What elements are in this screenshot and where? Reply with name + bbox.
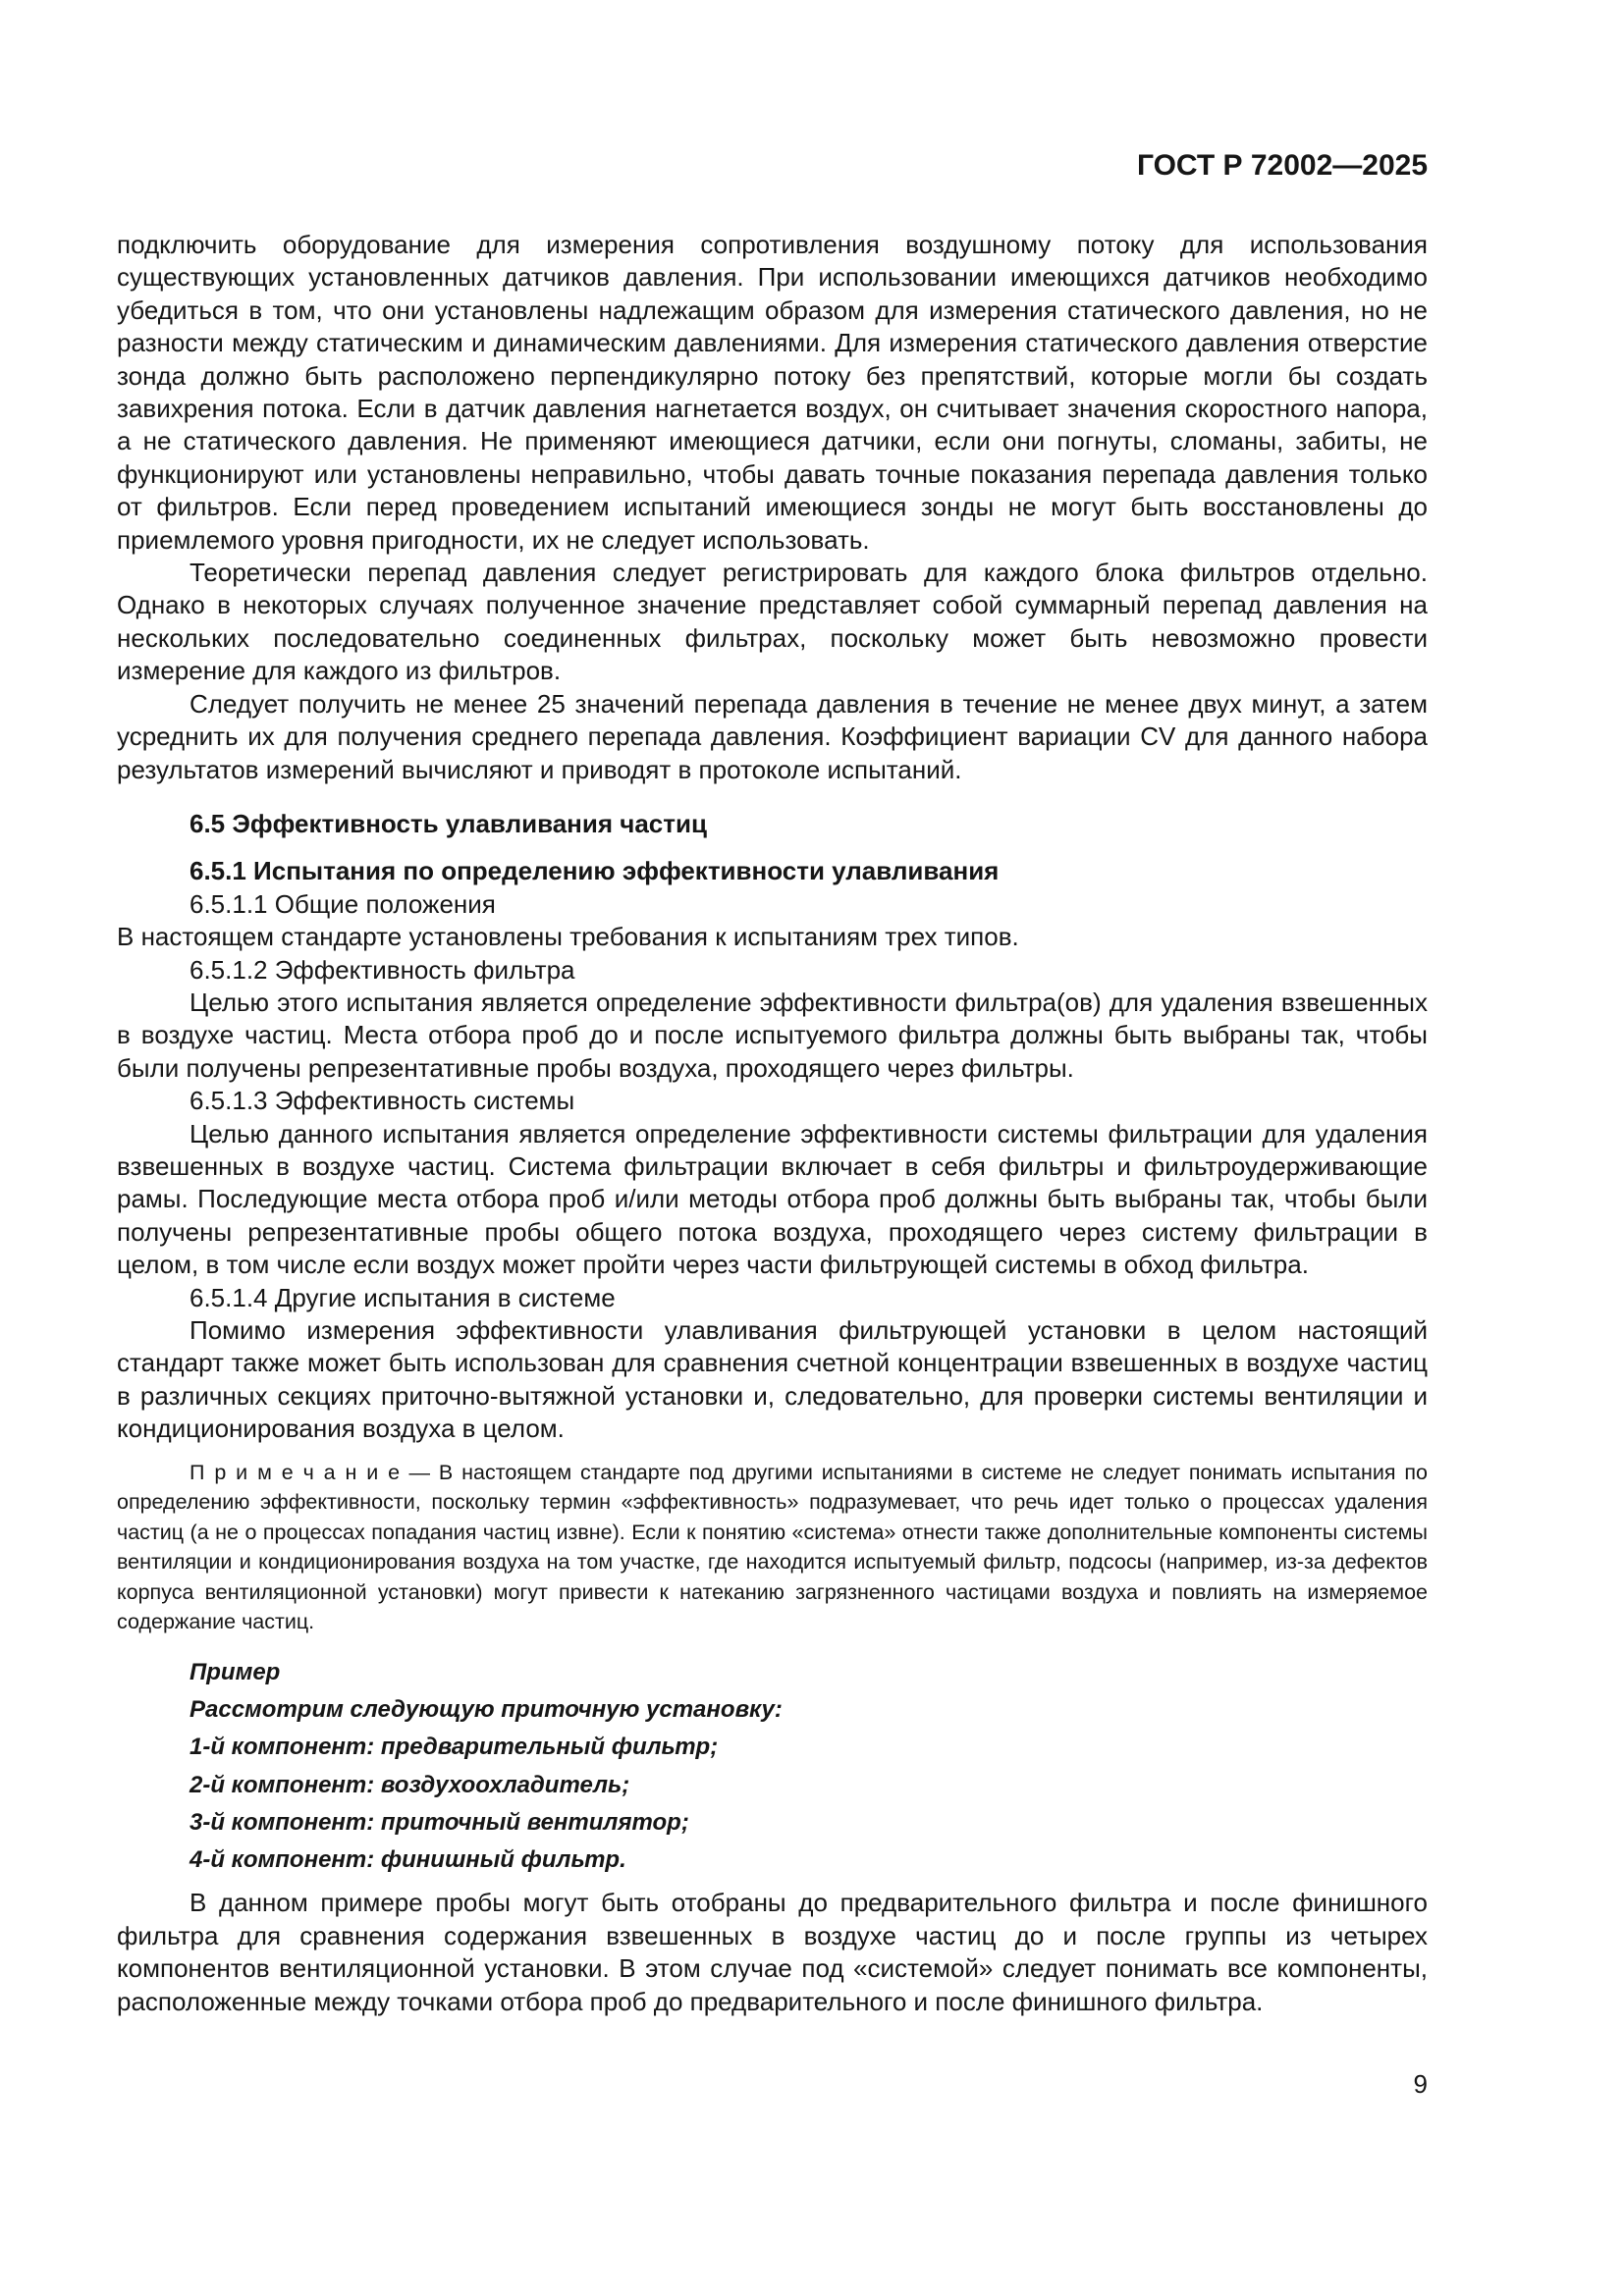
paragraph-other-tests: Помимо измерения эффективности улавливания фильтрующей установки в целом настоящий стандарт также может быть использован для сравнения счетной концентрации взвешенных в воздухе частиц в различных секциях приточно-вытяжной установки и, следовательно, для проверки системы вентиляции и кондиционирования воздуха в целом.: [117, 1315, 1428, 1444]
paragraph-25-values: Следует получить не менее 25 значений перепада давления в течение не менее двух минут, а затем усреднить их для получения среднего перепада давления. Коэффициент вариации CV для данного набора результатов измерений вычисляют и приводят в протоколе испытаний.: [117, 688, 1428, 784]
note-label: П р и м е ч а н и е: [189, 1460, 401, 1484]
example-item: 2-й компонент: воздухоохладитель;: [189, 1771, 630, 1798]
paragraph-theoretical-pressure-drop: Теоретически перепад давления следует регистрировать для каждого блока фильтров отдельно. Однако в некоторых случаях полученное значение представляет собой суммарный перепад давления на нескольких последовательно соединенных фильтрах, поскольку может быть невозможно провести измерение для каждого из фильтров.: [117, 558, 1428, 686]
example-intro: Рассмотрим следующую приточную установку:: [189, 1695, 783, 1723]
subclause-6-5-1-4: 6.5.1.4 Другие испытания в системе: [189, 1282, 616, 1312]
note-text: — В настоящем стандарте под другими испытаниями в системе не следует понимать испытания по определению эффективности, поскольку термин «эффективность» подразумевает, что речь идет только о процессах удаления частиц (а не о процессах попадания частиц извне). Если к понятию «система» отнести также дополнительные компоненты системы вентиляции и кондиционирования воздуха на том участке, где находится испытуемый фильтр, подсосы (например, из-за дефектов корпуса вентиляционной установки) могут привести к натеканию загрязненного частицами воздуха и повлиять на измеряемое содержание частиц.: [117, 1460, 1428, 1634]
paragraph-system-efficiency: Целью данного испытания является определение эффективности системы фильтрации для удаления взвешенных в воздухе частиц. Система фильтрации включает в себя фильтры и фильтроудерживающие рамы. Последующие места отбора проб и/или методы отбора проб должны быть выбраны так, чтобы были получены репрезентативные пробы общего потока воздуха, проходящего через систему фильтрации в целом, в том числе если воздух может пройти через части фильтрующей системы в обход фильтра.: [117, 1118, 1428, 1280]
subclause-6-5-1-1: 6.5.1.1 Общие положения: [189, 888, 496, 919]
example-title: Пример: [189, 1658, 281, 1685]
paragraph-filter-efficiency: Целью этого испытания является определение эффективности фильтра(ов) для удаления взвешенных в воздухе частиц. Места отбора проб до и после испытуемого фильтра должны быть выбраны так, чтобы были получены репрезентативные пробы воздуха, проходящего через фильтры.: [117, 987, 1428, 1083]
document-code-header: ГОСТ Р 72002—2025: [1136, 149, 1428, 182]
page-content: [117, 229, 1428, 2018]
example-item: 1-й компонент: предварительный фильтр;: [189, 1734, 719, 1761]
heading-6-5: 6.5 Эффективность улавливания частиц: [189, 808, 707, 838]
example-item: 3-й компонент: приточный вентилятор;: [189, 1808, 689, 1836]
subclause-6-5-1-3: 6.5.1.3 Эффективность системы: [189, 1086, 575, 1116]
example-block: [117, 1654, 1428, 1880]
paragraph-continuation: подключить оборудование для измерения сопротивления воздушному потоку для использования существующих установленных датчиков давления. При использовании имеющихся датчиков необходимо убедиться в том, что они установлены надлежащим образом для измерения статического давления, но не разности между статическим и динамическим давлениями. Для измерения статического давления отверстие зонда должно быть расположено перпендикулярно потоку без препятствий, которые могли бы создать завихрения потока. Если в датчик давления нагнетается воздух, он считывает значения скоростного напора, а не статического давления. Не применяют имеющиеся датчики, если они погнуты, сломаны, забиты, не функционируют или установлены неправильно, чтобы давать точные показания перепада давления только от фильтров. Если перед проведением испытаний имеющиеся зонды не могут быть восстановлены до приемлемого уровня пригодности, их не следует использовать.: [117, 230, 1428, 555]
example-item: 4-й компонент: финишный фильтр.: [189, 1846, 626, 1874]
paragraph-standard-types: В настоящем стандарте установлены требования к испытаниям трех типов.: [117, 922, 1019, 952]
paragraph-example-explained: В данном примере пробы могут быть отобраны до предварительного фильтра и после финишного фильтра для сравнения содержания взвешенных в воздухе частиц до и после группы из четырех компонентов вентиляционной установки. В этом случае под «системой» следует понимать все компоненты, расположенные между точками отбора проб до предварительного и после финишного фильтра.: [117, 1888, 1428, 2016]
subclause-6-5-1-2: 6.5.1.2 Эффективность фильтра: [189, 954, 575, 985]
page-number: 9: [1413, 2069, 1428, 2099]
note-paragraph: [117, 1458, 1428, 1637]
heading-6-5-1: 6.5.1 Испытания по определению эффективности улавливания: [189, 856, 1000, 886]
